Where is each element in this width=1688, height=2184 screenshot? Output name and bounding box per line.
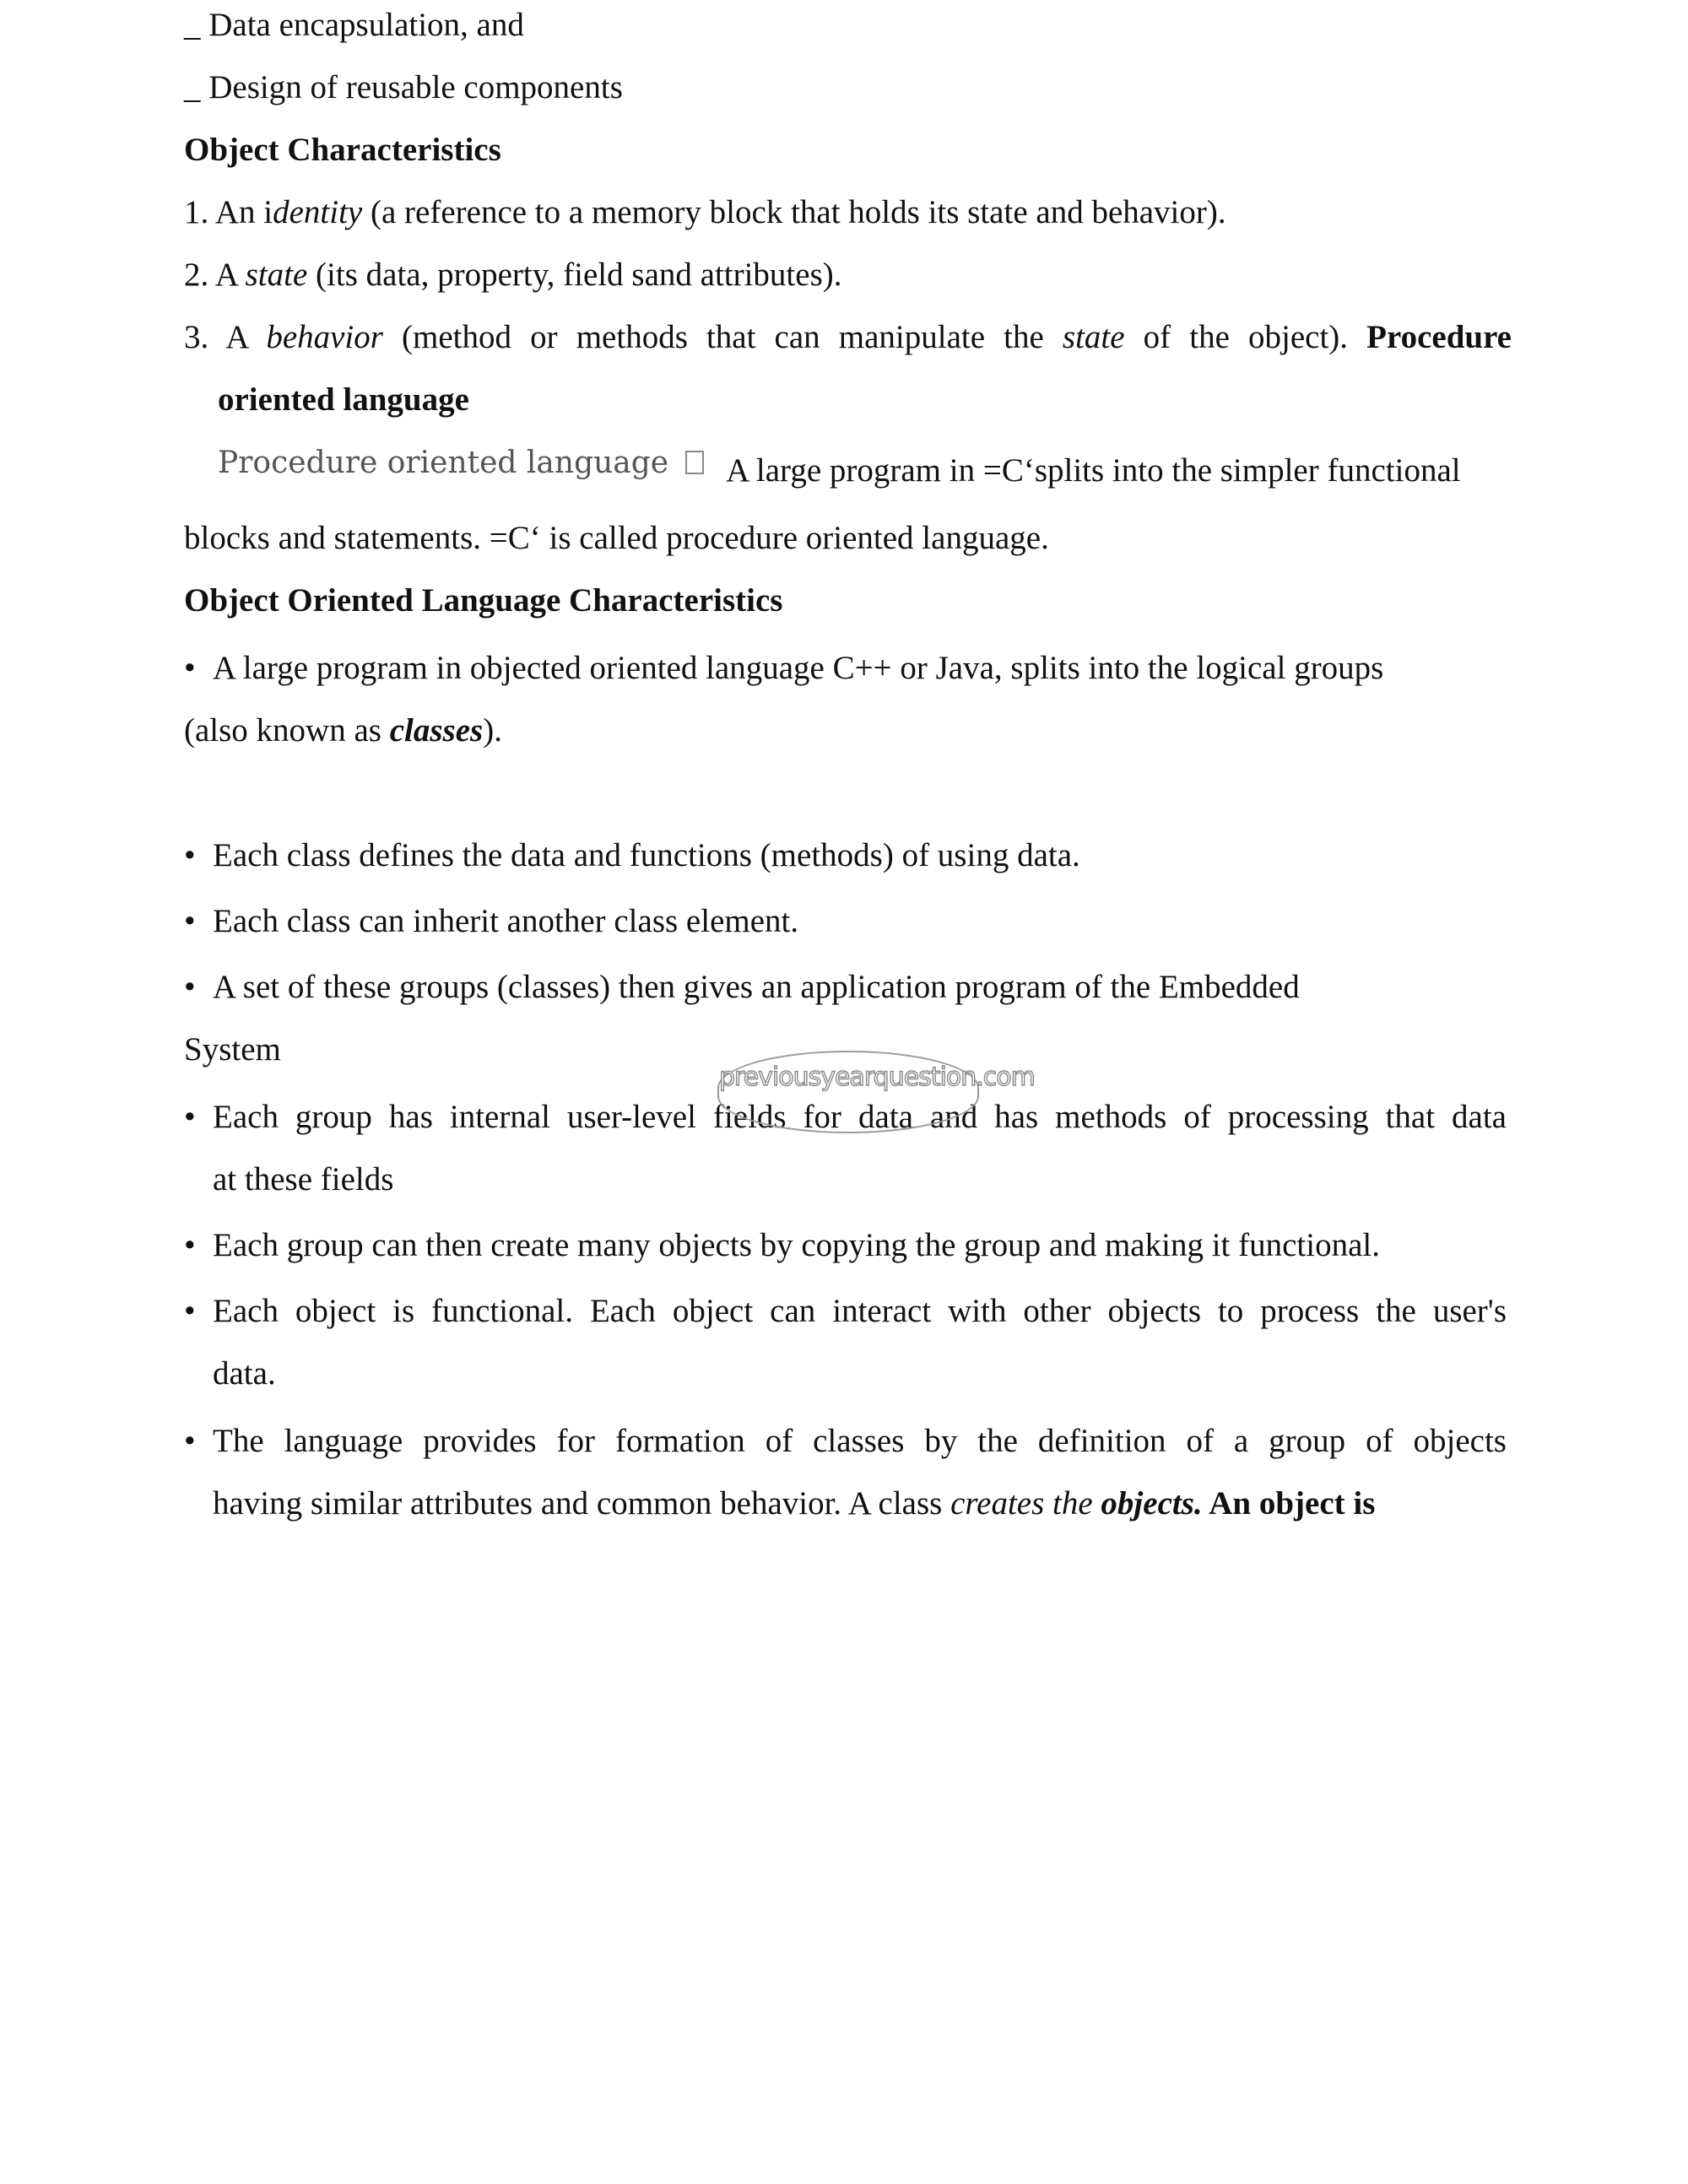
bullet-text-formation-classes: The language provides for formation of classes by the definition of a group of objects <box>213 1423 1507 1459</box>
characteristic-behavior <box>184 321 1512 354</box>
procedure-label: Procedure oriented language <box>218 446 669 480</box>
text-span: (a reference to a memory block that holds its state and behavior). <box>362 194 1226 230</box>
bullet-text-logical-groups: A large program in objected oriented language C++ or Java, splits into the logical groups <box>213 650 1384 686</box>
heading-procedure-oriented-language: oriented language <box>218 381 469 418</box>
text-span: having similar attributes and common behavior. A class <box>213 1485 951 1522</box>
procedure-text: A large program in =C‘splits into the simpler functional <box>726 452 1461 489</box>
watermark-stamp <box>717 1051 1035 1133</box>
procedure-paragraph-line-2: blocks and statements. =C‘ is called procedure oriented language. <box>184 520 1049 556</box>
emphasis-classes: classes <box>389 712 484 749</box>
emphasis-objects: objects. <box>1101 1485 1203 1522</box>
bullet-text-classes <box>184 714 502 747</box>
bold-an-object-is: An object is <box>1202 1485 1376 1522</box>
procedure-paragraph-line-1 <box>218 446 1461 489</box>
bullet-marker: • <box>184 1293 196 1329</box>
text-span: ). <box>483 712 502 749</box>
bullet-text-create-objects: Each group can then create many objects by copying the group and making it functional. <box>213 1227 1380 1263</box>
heading-oo-language-characteristics: Object Oriented Language Characteristics <box>184 582 783 619</box>
bullet-text-class-defines: Each class defines the data and functions (methods) of using data. <box>213 837 1080 873</box>
bullet-marker: • <box>184 650 196 686</box>
watermark-text: previousyearquestion.com <box>719 1062 1035 1092</box>
bullet-marker: • <box>184 969 196 1005</box>
missing-glyph-icon <box>685 451 704 474</box>
characteristic-state <box>184 258 842 291</box>
emphasis-state: state <box>1062 319 1125 355</box>
emphasis-behavior: behavior <box>266 319 383 355</box>
bullet-marker: • <box>184 903 196 939</box>
list-line-reusable-components: _ Design of reusable components <box>184 69 623 105</box>
bullet-marker: • <box>184 1423 196 1459</box>
text-span: 1. An i <box>184 194 273 230</box>
emphasis-creates-the: creates the <box>950 1485 1101 1522</box>
emphasis-identity: dentity <box>273 194 363 230</box>
bullet-text-at-fields: at these fields <box>213 1161 394 1197</box>
bullet-marker: • <box>184 837 196 873</box>
text-span: (also known as <box>184 712 390 749</box>
emphasis-state: state <box>245 257 308 293</box>
text-span: of the object). <box>1124 319 1367 355</box>
bullet-text-class-creates-objects <box>213 1487 1375 1520</box>
bullet-text-object-functional: Each object is functional. Each object can interact with other objects to process the user's <box>213 1293 1507 1329</box>
bullet-marker: • <box>184 1099 196 1135</box>
text-span: 2. A <box>184 257 246 293</box>
characteristic-identity <box>184 196 1226 229</box>
list-line-data-encapsulation: _ Data encapsulation, and <box>184 7 524 43</box>
text-span: 3. A <box>184 319 267 355</box>
bullet-text-system: System <box>184 1031 281 1068</box>
bullet-text-data: data. <box>213 1355 276 1392</box>
heading-object-characteristics: Object Characteristics <box>184 132 501 168</box>
bullet-text-internal-fields: Each group has internal user-level fields for data and has methods of processing that data <box>213 1099 1507 1135</box>
bullet-text-inherit: Each class can inherit another class element. <box>213 903 799 939</box>
bold-procedure: Procedure <box>1366 319 1512 355</box>
text-span: (its data, property, field sand attributes). <box>307 257 842 293</box>
bullet-marker: • <box>184 1227 196 1263</box>
text-span: (method or methods that can manipulate the <box>382 319 1063 355</box>
bullet-text-application-program: A set of these groups (classes) then gives an application program of the Embedded <box>213 969 1300 1005</box>
